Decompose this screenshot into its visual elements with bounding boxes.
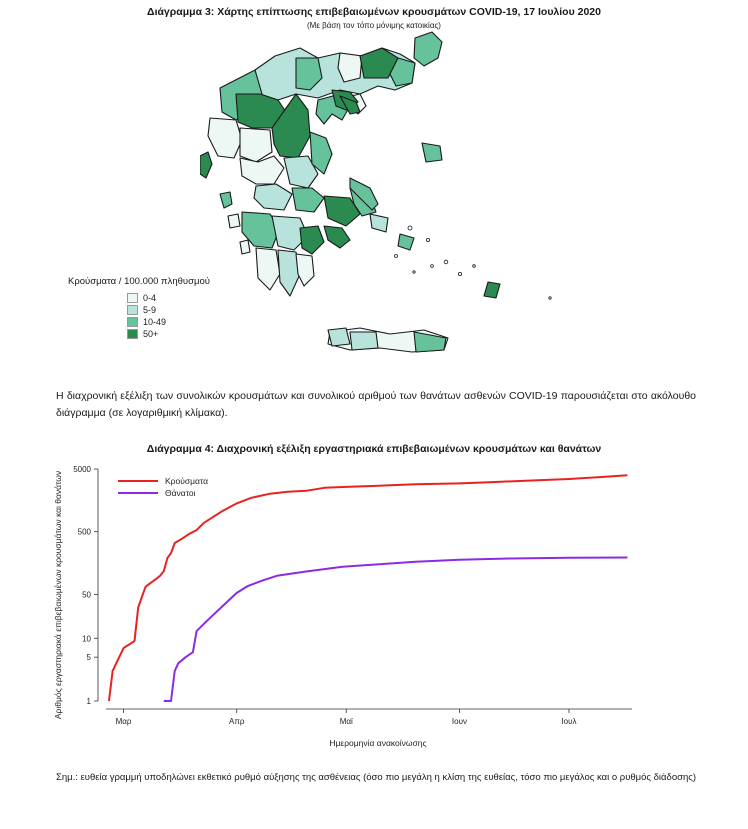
y-tick-label: 10 bbox=[82, 634, 91, 644]
legend-swatch bbox=[127, 329, 138, 339]
y-tick-label: 50 bbox=[82, 590, 91, 600]
map-subtitle: (Με βάση τον τόπο μόνιμης κατοικίας) bbox=[307, 21, 441, 30]
legend-label: 10-49 bbox=[143, 317, 167, 327]
map-legend-item bbox=[127, 304, 166, 316]
map-region bbox=[220, 192, 232, 208]
map-legend-item bbox=[127, 316, 166, 328]
map-region bbox=[208, 118, 242, 158]
map-title: Διάγραμμα 3: Χάρτης επίπτωσης επιβεβαιωμένων κρουσμάτων COVID-19, 17 Ιουλίου 2020 bbox=[147, 6, 601, 18]
chart-title: Διάγραμμα 4: Διαχρονική εξέλιξη εργαστηριακά επιβεβαιωμένων κρουσμάτων και θανάτων bbox=[146, 443, 602, 455]
map-region bbox=[200, 152, 212, 178]
footnote: Σημ.: ευθεία γραμμή υποδηλώνει εκθετικό ρυθμό αύξησης της ασθένειας (όσο πιο μεγάλη η κλίση της ευθείας, τόσο πιο μεγάλος και ο ρυθμός διάδοσης) bbox=[56, 772, 696, 783]
map-legend-title: Κρούσματα / 100.000 πληθυσμού bbox=[68, 276, 210, 287]
legend-swatch bbox=[127, 305, 138, 315]
y-tick-label: 5000 bbox=[73, 465, 91, 474]
map-region bbox=[300, 226, 324, 254]
line-chart bbox=[50, 455, 690, 755]
map-region bbox=[414, 332, 446, 352]
map-region bbox=[324, 226, 350, 248]
greece-choropleth-map bbox=[200, 28, 570, 368]
y-tick-label: 500 bbox=[77, 527, 91, 537]
map-legend bbox=[127, 292, 166, 340]
map-region bbox=[292, 188, 324, 212]
x-tick-label: Μαρ bbox=[115, 717, 132, 726]
legend-label: 50+ bbox=[143, 329, 159, 339]
y-tick-label: 5 bbox=[86, 653, 91, 663]
legend-swatch bbox=[127, 293, 138, 303]
map-region bbox=[296, 254, 314, 286]
map-region bbox=[370, 214, 388, 232]
map-region bbox=[350, 332, 378, 350]
series-line-cases bbox=[109, 475, 627, 701]
map-legend-item bbox=[127, 292, 166, 304]
x-tick-label: Απρ bbox=[229, 717, 245, 726]
map-region bbox=[240, 128, 272, 162]
map-region bbox=[240, 240, 250, 254]
map-region bbox=[338, 53, 362, 82]
legend-label: Θάνατοι bbox=[165, 488, 196, 498]
x-axis-label: Ημερομηνία ανακοίνωσης bbox=[329, 738, 427, 748]
legend-swatch bbox=[127, 317, 138, 327]
x-tick-label: Μαϊ bbox=[339, 717, 353, 726]
map-region bbox=[484, 282, 500, 298]
map-region bbox=[414, 32, 442, 66]
map-region bbox=[422, 143, 442, 162]
y-axis-label: Αριθμός εργαστηριακά επιβεβαιωμένων κρουσμάτων και θανάτων bbox=[53, 470, 63, 720]
map-region bbox=[240, 156, 284, 184]
legend-label: 5-9 bbox=[143, 305, 157, 315]
map-region bbox=[398, 234, 414, 250]
y-tick-label: 1 bbox=[86, 697, 91, 706]
map-region bbox=[254, 184, 292, 210]
map-region bbox=[256, 248, 280, 290]
x-tick-label: Ιουν bbox=[451, 717, 467, 726]
map-legend-item bbox=[127, 328, 166, 340]
map-region bbox=[228, 214, 240, 228]
map-region bbox=[328, 328, 350, 346]
body-paragraph: Η διαχρονική εξέλιξη των συνολικών κρουσμάτων και συνολικού αριθμού των θανάτων ασθενών COVID-19 παρουσιάζεται στο ακόλουθο διάγραμμα (σε λογαριθμική κλίμακα). bbox=[56, 390, 696, 419]
legend-label: Κρούσματα bbox=[165, 476, 209, 486]
series-line-deaths bbox=[164, 558, 628, 702]
x-tick-label: Ιουλ bbox=[561, 717, 577, 726]
legend-label: 0-4 bbox=[143, 293, 157, 303]
